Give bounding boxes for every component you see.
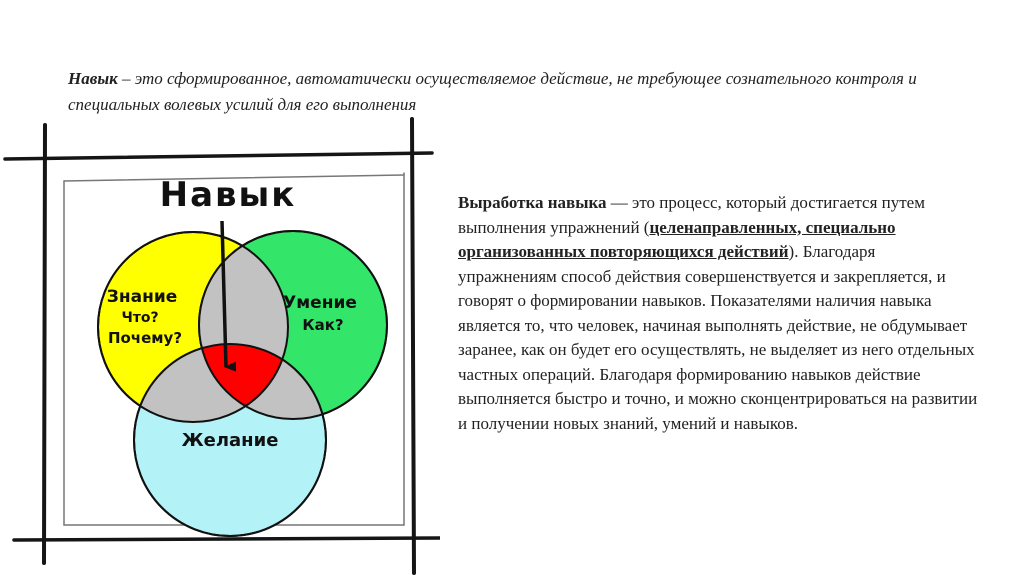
ability-label: Умение Как? [283, 293, 357, 334]
explanation-term: Выработка навыка [458, 193, 607, 212]
explanation-intro: — это процесс, который достигается путем выполнения упражнений ( [458, 193, 925, 237]
explanation-emphasis: целенаправленных, специально организованных повторяющихся действий [458, 217, 896, 261]
explanation-text [458, 191, 978, 436]
definition-term: Навык [68, 69, 118, 88]
diagram-title: Навык [159, 175, 297, 215]
explanation-body: ). Благодаря упражнениям способ действия совершенствуется и закрепляется, и говорят о формировании навыков. Показателями наличия навыка является то, что человек, начиная выполнять действие, не обдумывает заранее, как он будет его осуществлять, не выделяет из него отдельных частных операций. Благодаря формированию навыков действие выполняется быстро и точно, и можно сконцентрироваться на развитии и получении новых знаний, умений и навыков. [458, 242, 978, 433]
definition-text [68, 66, 968, 118]
desire-label: Желание [181, 430, 279, 451]
knowledge-label: Знание Что? Почему? [106, 287, 183, 347]
skill-venn-diagram [0, 115, 440, 575]
definition-body: – это сформированное, автоматически осуществляемое действие, не требующее сознательного контроля и специальных волевых усилий для его выполнения [68, 69, 917, 114]
